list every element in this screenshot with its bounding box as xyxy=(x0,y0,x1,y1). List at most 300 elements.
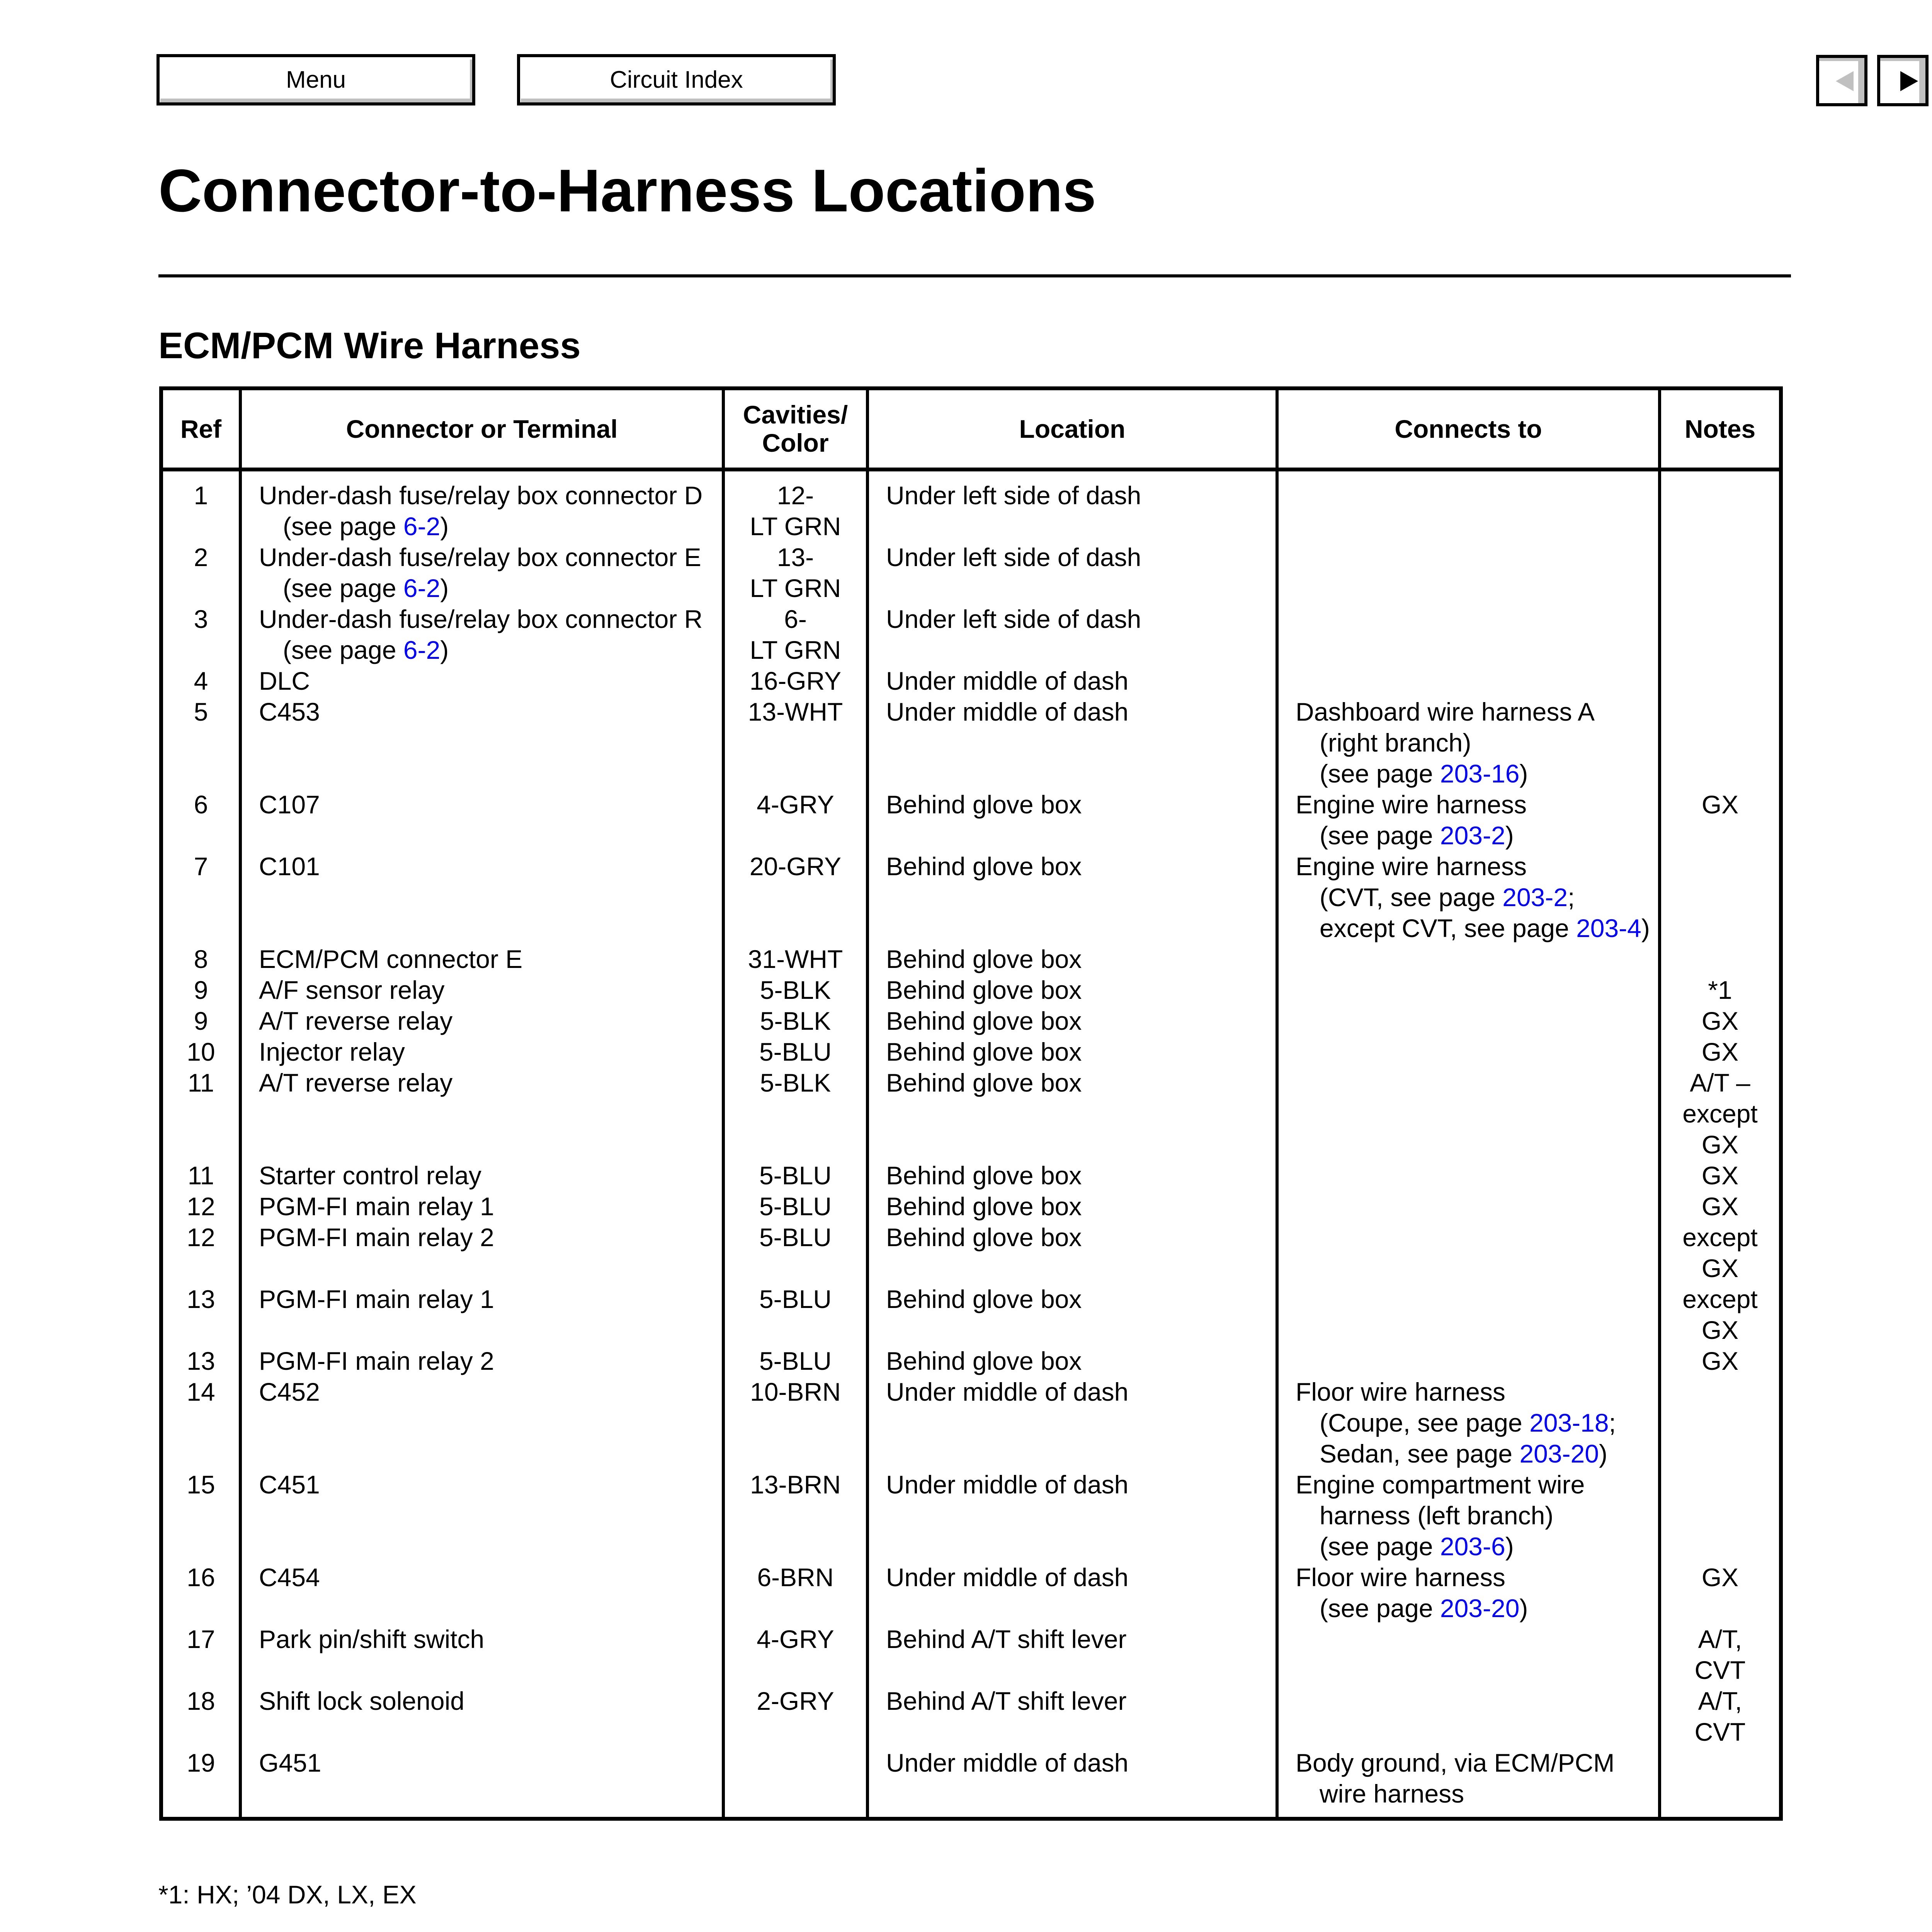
cell-notes xyxy=(1660,1191,1781,1222)
connects-to-text: Body ground, via ECM/PCM xyxy=(1296,1748,1615,1777)
cavities-text: LT GRN xyxy=(750,574,841,602)
connects-to-line xyxy=(1296,696,1658,727)
cavities-text: 5-BLU xyxy=(759,1037,832,1066)
cell-cavities xyxy=(723,1376,867,1469)
connects-to-text: ) xyxy=(1519,1594,1528,1622)
cell-notes xyxy=(1660,1469,1781,1562)
cell-notes xyxy=(1660,1284,1781,1345)
cell-connector xyxy=(240,1345,723,1376)
cell-cavities xyxy=(723,789,867,851)
cell-connector xyxy=(240,1160,723,1191)
connector-line xyxy=(259,1160,722,1191)
title-divider xyxy=(158,274,1791,277)
connector-line xyxy=(259,573,722,604)
cell-ref: 9 xyxy=(161,975,240,1005)
table-row xyxy=(161,1562,1781,1624)
cell-location: Behind glove box xyxy=(867,789,1277,851)
notes-text: A/T, xyxy=(1698,1625,1742,1653)
connector-line xyxy=(259,696,722,727)
cell-notes xyxy=(1660,1747,1781,1819)
table-row xyxy=(161,944,1781,975)
cell-ref: 13 xyxy=(161,1345,240,1376)
cell-location: Under left side of dash xyxy=(867,604,1277,665)
table-body xyxy=(161,469,1781,1819)
cavities-text: 13-BRN xyxy=(750,1470,841,1499)
cavities-text: 10-BRN xyxy=(750,1378,841,1406)
circuit-index-button-top[interactable] xyxy=(517,54,836,105)
cell-connects-to xyxy=(1277,1160,1660,1191)
connector-text: ECM/PCM connector E xyxy=(259,945,523,973)
cell-location: Under middle of dash xyxy=(867,1469,1277,1562)
connects-to-line xyxy=(1296,1531,1658,1562)
cell-connects-to xyxy=(1277,665,1660,696)
cell-notes xyxy=(1660,1345,1781,1376)
cell-connector xyxy=(240,1005,723,1036)
cell-connects-to xyxy=(1277,696,1660,789)
connector-line xyxy=(259,604,722,634)
connects-to-text: (see page xyxy=(1320,1532,1440,1561)
connects-to-line xyxy=(1296,1438,1658,1469)
cavities-text: 5-BLK xyxy=(760,1068,831,1097)
connects-to-text: Engine compartment wire xyxy=(1296,1470,1585,1499)
cell-notes xyxy=(1660,789,1781,851)
cavities-text: 16-GRY xyxy=(749,667,842,695)
cell-notes xyxy=(1660,542,1781,604)
cell-ref: 11 xyxy=(161,1160,240,1191)
cell-notes xyxy=(1660,1036,1781,1067)
connects-to-line xyxy=(1296,913,1658,944)
connector-line xyxy=(259,1005,722,1036)
connector-line xyxy=(259,1624,722,1655)
cell-location: Under middle of dash xyxy=(867,696,1277,789)
connector-text: A/F sensor relay xyxy=(259,976,445,1004)
right-triangle-icon xyxy=(1900,71,1918,91)
cell-ref: 11 xyxy=(161,1067,240,1160)
notes-text: A/T, xyxy=(1698,1687,1742,1715)
table-row xyxy=(161,1005,1781,1036)
cell-connector xyxy=(240,542,723,604)
cell-cavities xyxy=(723,1191,867,1222)
connector-line xyxy=(259,1562,722,1593)
table-row xyxy=(161,696,1781,789)
header-cavities-line1: Cavities/ xyxy=(743,400,848,429)
connector-text: Under-dash fuse/relay box connector R xyxy=(259,605,703,633)
connects-to-line xyxy=(1296,727,1658,758)
cavities-text: 31-WHT xyxy=(748,945,843,973)
cell-cavities xyxy=(723,944,867,975)
cell-connects-to xyxy=(1277,1562,1660,1624)
notes-text: except xyxy=(1682,1285,1758,1313)
cell-cavities xyxy=(723,604,867,665)
connector-text: A/T reverse relay xyxy=(259,1007,453,1035)
cell-location: Behind glove box xyxy=(867,1160,1277,1191)
cell-connector xyxy=(240,1284,723,1345)
cell-cavities xyxy=(723,1222,867,1284)
cell-location: Behind glove box xyxy=(867,851,1277,944)
connector-line xyxy=(259,1191,722,1222)
cell-connects-to xyxy=(1277,1191,1660,1222)
cell-connector xyxy=(240,1036,723,1067)
connector-line xyxy=(259,1685,722,1716)
notes-text: GX xyxy=(1701,1254,1739,1282)
cell-cavities xyxy=(723,1345,867,1376)
cell-notes xyxy=(1660,604,1781,665)
cell-notes xyxy=(1660,1005,1781,1036)
connector-line xyxy=(259,975,722,1005)
cell-connects-to xyxy=(1277,1685,1660,1747)
cell-ref: 15 xyxy=(161,1469,240,1562)
section-title: ECM/PCM Wire Harness xyxy=(158,325,581,366)
table-row xyxy=(161,604,1781,665)
connects-to-text: ; xyxy=(1609,1408,1616,1437)
cell-notes xyxy=(1660,975,1781,1005)
connector-line xyxy=(259,665,722,696)
cavities-text: 6-BRN xyxy=(757,1563,834,1592)
cavities-text: 4-GRY xyxy=(757,1625,834,1653)
circuit-index-button-top-label: Circuit Index xyxy=(610,66,743,93)
cell-connector xyxy=(240,1191,723,1222)
connects-to-line xyxy=(1296,851,1658,882)
table-row xyxy=(161,542,1781,604)
connects-to-text: (see page xyxy=(1320,821,1440,850)
cell-notes xyxy=(1660,1067,1781,1160)
connector-line xyxy=(259,1284,722,1315)
table-row xyxy=(161,1345,1781,1376)
table-row xyxy=(161,469,1781,542)
cavities-text: 5-BLK xyxy=(760,1007,831,1035)
cell-ref: 12 xyxy=(161,1191,240,1222)
cell-location: Behind glove box xyxy=(867,1345,1277,1376)
connector-text: A/T reverse relay xyxy=(259,1068,453,1097)
connects-to-line xyxy=(1296,882,1658,913)
cell-notes xyxy=(1660,696,1781,789)
connects-to-line xyxy=(1296,1747,1658,1778)
notes-text: CVT xyxy=(1694,1656,1746,1684)
connector-text: Under-dash fuse/relay box connector E xyxy=(259,543,701,571)
previous-page-button-top[interactable] xyxy=(1816,55,1867,106)
connects-to-text: Dashboard wire harness A xyxy=(1296,697,1595,726)
connector-text: Injector relay xyxy=(259,1037,405,1066)
left-triangle-icon xyxy=(1836,71,1854,91)
notes-text: GX xyxy=(1701,1192,1739,1221)
cell-location: Behind glove box xyxy=(867,1222,1277,1284)
cell-cavities xyxy=(723,469,867,542)
table-row xyxy=(161,1036,1781,1067)
connects-to-line xyxy=(1296,1469,1658,1500)
cavities-text: 2-GRY xyxy=(757,1687,834,1715)
header-location: Location xyxy=(867,388,1277,469)
notes-text: except xyxy=(1682,1223,1758,1252)
cell-ref: 4 xyxy=(161,665,240,696)
cell-cavities xyxy=(723,1284,867,1345)
cell-ref: 2 xyxy=(161,542,240,604)
cell-location: Behind glove box xyxy=(867,975,1277,1005)
cell-connects-to xyxy=(1277,1284,1660,1345)
page-link[interactable]: 203-4 xyxy=(1576,914,1641,942)
cell-connects-to xyxy=(1277,789,1660,851)
cell-connects-to xyxy=(1277,975,1660,1005)
connects-to-text: except CVT, see page xyxy=(1320,914,1577,942)
cell-connects-to xyxy=(1277,944,1660,975)
header-cavities xyxy=(723,388,867,469)
cell-connects-to xyxy=(1277,1747,1660,1819)
cell-connector xyxy=(240,696,723,789)
connects-to-text: ) xyxy=(1599,1439,1607,1468)
table-row xyxy=(161,975,1781,1005)
cell-connector xyxy=(240,1747,723,1819)
cell-ref: 9 xyxy=(161,1005,240,1036)
connector-text: C453 xyxy=(259,697,320,726)
connects-to-line xyxy=(1296,758,1658,789)
cavities-text: 20-GRY xyxy=(749,852,842,881)
page-link[interactable]: 6-2 xyxy=(403,512,440,541)
connects-to-line xyxy=(1296,1593,1658,1624)
connector-text: PGM-FI main relay 1 xyxy=(259,1285,494,1313)
cell-notes xyxy=(1660,1562,1781,1624)
cell-cavities xyxy=(723,1747,867,1819)
cell-ref: 19 xyxy=(161,1747,240,1819)
cell-connects-to xyxy=(1277,1067,1660,1160)
table-row xyxy=(161,1067,1781,1160)
cell-ref: 5 xyxy=(161,696,240,789)
page-link[interactable]: 203-6 xyxy=(1440,1532,1505,1561)
cell-location: Behind glove box xyxy=(867,1067,1277,1160)
page-link[interactable]: 203-2 xyxy=(1440,821,1505,850)
cell-ref: 13 xyxy=(161,1284,240,1345)
cell-location: Under middle of dash xyxy=(867,1747,1277,1819)
page-link[interactable]: 203-20 xyxy=(1519,1439,1599,1468)
notes-text: CVT xyxy=(1694,1718,1746,1746)
notes-text: GX xyxy=(1701,1563,1739,1592)
cell-connects-to xyxy=(1277,1469,1660,1562)
connects-to-text: ) xyxy=(1505,821,1514,850)
cell-ref: 12 xyxy=(161,1222,240,1284)
cavities-text: 12- xyxy=(777,481,814,510)
page-title: Connector-to-Harness Locations xyxy=(158,157,1096,224)
cell-cavities xyxy=(723,851,867,944)
notes-text: A/T – xyxy=(1690,1068,1750,1097)
cell-location: Under middle of dash xyxy=(867,665,1277,696)
cell-ref: 17 xyxy=(161,1624,240,1685)
connector-text: ) xyxy=(440,636,449,664)
header-connector: Connector or Terminal xyxy=(240,388,723,469)
cell-notes xyxy=(1660,1685,1781,1747)
connects-to-text: (see page xyxy=(1320,759,1440,788)
page-link[interactable]: 203-2 xyxy=(1502,883,1568,912)
cell-connects-to xyxy=(1277,1005,1660,1036)
connects-to-text: ; xyxy=(1568,883,1575,912)
cell-connector xyxy=(240,604,723,665)
connector-text: Shift lock solenoid xyxy=(259,1687,464,1715)
connector-text: PGM-FI main relay 1 xyxy=(259,1192,494,1221)
cell-connects-to xyxy=(1277,1036,1660,1067)
connector-text: ) xyxy=(440,574,449,602)
cavities-text: 5-BLK xyxy=(760,976,831,1004)
connector-text: (see page xyxy=(283,512,403,541)
notes-text: GX xyxy=(1701,1347,1739,1375)
cell-connector xyxy=(240,1222,723,1284)
notes-text: except xyxy=(1682,1099,1758,1128)
cell-cavities xyxy=(723,696,867,789)
cavities-text: 5-BLU xyxy=(759,1347,832,1375)
table-row xyxy=(161,1624,1781,1685)
cavities-text: 13-WHT xyxy=(748,697,843,726)
connector-line xyxy=(259,1067,722,1098)
cell-location: Behind glove box xyxy=(867,944,1277,975)
page-link[interactable]: 203-20 xyxy=(1440,1594,1520,1622)
connects-to-text: wire harness xyxy=(1320,1779,1464,1808)
cell-ref: 1 xyxy=(161,469,240,542)
cell-cavities xyxy=(723,665,867,696)
cell-connects-to xyxy=(1277,542,1660,604)
connects-to-line xyxy=(1296,1500,1658,1531)
table-row xyxy=(161,1469,1781,1562)
connects-to-line xyxy=(1296,1778,1658,1809)
connects-to-text: harness (left branch) xyxy=(1320,1501,1554,1530)
cell-location: Under middle of dash xyxy=(867,1376,1277,1469)
notes-text: GX xyxy=(1701,1037,1739,1066)
connects-to-line xyxy=(1296,1407,1658,1438)
cell-location: Behind A/T shift lever xyxy=(867,1685,1277,1747)
cell-cavities xyxy=(723,1067,867,1160)
cell-notes xyxy=(1660,944,1781,975)
cell-ref: 18 xyxy=(161,1685,240,1747)
cell-location: Behind glove box xyxy=(867,1005,1277,1036)
notes-text: GX xyxy=(1701,1161,1739,1190)
cell-connector xyxy=(240,1376,723,1469)
table-row xyxy=(161,1685,1781,1747)
cavities-text: 6- xyxy=(784,605,807,633)
cell-cavities xyxy=(723,1685,867,1747)
cell-connects-to xyxy=(1277,604,1660,665)
cell-connector xyxy=(240,1067,723,1160)
connector-line xyxy=(259,1036,722,1067)
cell-connector xyxy=(240,975,723,1005)
cell-connector xyxy=(240,1624,723,1685)
cell-notes xyxy=(1660,1376,1781,1469)
connects-to-text: Floor wire harness xyxy=(1296,1563,1505,1592)
cell-location: Under left side of dash xyxy=(867,542,1277,604)
cavities-text: 4-GRY xyxy=(757,790,834,819)
header-notes: Notes xyxy=(1660,388,1781,469)
connector-text: (see page xyxy=(283,636,403,664)
connector-text: G451 xyxy=(259,1748,321,1777)
cell-connects-to xyxy=(1277,1345,1660,1376)
cell-location: Behind glove box xyxy=(867,1036,1277,1067)
connects-to-line xyxy=(1296,789,1658,820)
table-row xyxy=(161,1160,1781,1191)
connector-line xyxy=(259,1747,722,1778)
connector-text: Under-dash fuse/relay box connector D xyxy=(259,481,703,510)
connects-to-line xyxy=(1296,1376,1658,1407)
cavities-text: 5-BLU xyxy=(759,1161,832,1190)
notes-text: GX xyxy=(1701,1130,1739,1159)
page-link[interactable]: 6-2 xyxy=(403,574,440,602)
cell-notes xyxy=(1660,1222,1781,1284)
connector-text: C451 xyxy=(259,1470,320,1499)
menu-button-top[interactable] xyxy=(156,54,475,105)
cell-location: Behind A/T shift lever xyxy=(867,1624,1277,1685)
table-row xyxy=(161,851,1781,944)
notes-text: GX xyxy=(1701,1007,1739,1035)
connects-to-line xyxy=(1296,820,1658,851)
cavities-text: LT GRN xyxy=(750,512,841,541)
connector-line xyxy=(259,1222,722,1253)
connector-text: PGM-FI main relay 2 xyxy=(259,1347,494,1375)
connector-text: Park pin/shift switch xyxy=(259,1625,485,1653)
cell-cavities xyxy=(723,1036,867,1067)
connector-line xyxy=(259,542,722,573)
connects-to-text: Sedan, see page xyxy=(1320,1439,1520,1468)
cell-cavities xyxy=(723,542,867,604)
connects-to-text: Floor wire harness xyxy=(1296,1378,1505,1406)
cell-cavities xyxy=(723,1562,867,1624)
cell-notes xyxy=(1660,665,1781,696)
cell-cavities xyxy=(723,1005,867,1036)
connects-to-text: Engine wire harness xyxy=(1296,852,1527,881)
header-cavities-line2: Color xyxy=(762,429,829,457)
connector-line xyxy=(259,511,722,542)
connector-table xyxy=(159,386,1783,1821)
cell-ref: 14 xyxy=(161,1376,240,1469)
connector-text: C452 xyxy=(259,1378,320,1406)
cell-notes xyxy=(1660,469,1781,542)
cell-cavities xyxy=(723,1160,867,1191)
connector-text: (see page xyxy=(283,574,403,602)
cell-connector xyxy=(240,1469,723,1562)
connector-line xyxy=(259,1345,722,1376)
table-header-row xyxy=(161,388,1781,469)
cell-ref: 6 xyxy=(161,789,240,851)
cell-ref: 16 xyxy=(161,1562,240,1624)
page-link[interactable]: 203-16 xyxy=(1440,759,1520,788)
table-row xyxy=(161,1284,1781,1345)
cell-notes xyxy=(1660,1624,1781,1685)
cell-cavities xyxy=(723,975,867,1005)
cavities-text: LT GRN xyxy=(750,636,841,664)
cell-ref: 8 xyxy=(161,944,240,975)
connects-to-text: (right branch) xyxy=(1320,728,1471,757)
cell-location: Under left side of dash xyxy=(867,469,1277,542)
cell-connects-to xyxy=(1277,851,1660,944)
table-row xyxy=(161,1376,1781,1469)
page-link[interactable]: 6-2 xyxy=(403,636,440,664)
connects-to-text: ) xyxy=(1519,759,1528,788)
next-page-button-top[interactable] xyxy=(1877,55,1929,106)
cell-connector xyxy=(240,1685,723,1747)
connects-to-line xyxy=(1296,1562,1658,1593)
connects-to-text: (Coupe, see page xyxy=(1320,1408,1530,1437)
cell-connector xyxy=(240,789,723,851)
cell-ref: 7 xyxy=(161,851,240,944)
connector-line xyxy=(259,480,722,511)
table-row xyxy=(161,789,1781,851)
cavities-text: 13- xyxy=(777,543,814,571)
connector-line xyxy=(259,1469,722,1500)
table-row xyxy=(161,665,1781,696)
cavities-text: 5-BLU xyxy=(759,1192,832,1221)
cell-connector xyxy=(240,665,723,696)
cell-ref: 3 xyxy=(161,604,240,665)
cell-connector xyxy=(240,1562,723,1624)
cell-connector xyxy=(240,469,723,542)
page-link[interactable]: 203-18 xyxy=(1529,1408,1609,1437)
cell-connects-to xyxy=(1277,1624,1660,1685)
connects-to-text: (see page xyxy=(1320,1594,1440,1622)
connector-line xyxy=(259,789,722,820)
connects-to-text: ) xyxy=(1505,1532,1514,1561)
connector-line xyxy=(259,851,722,882)
